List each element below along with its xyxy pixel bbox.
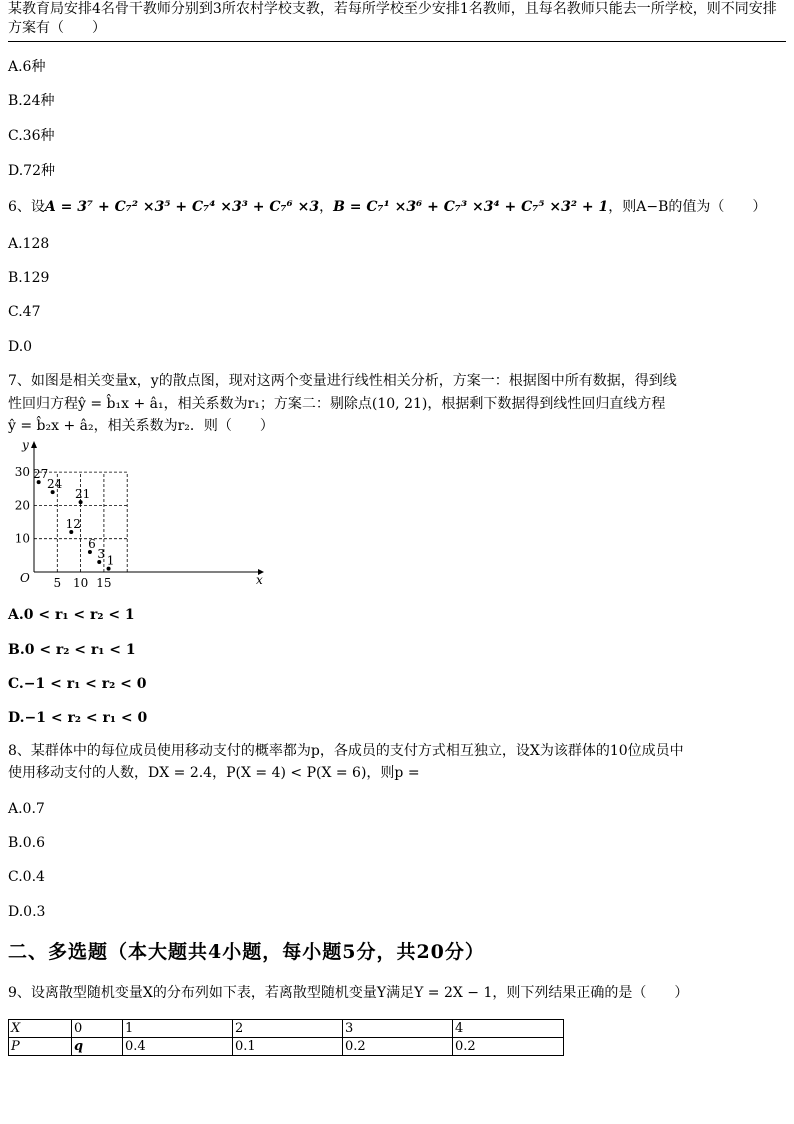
table-cell: 0.2 <box>343 1038 453 1056</box>
header-rule <box>8 41 786 42</box>
q7-line1: 7、如图是相关变量x，y的散点图，现对这两个变量进行线性相关分析，方案一：根据图中所有数据，得到线 <box>8 373 677 389</box>
q6-option-c[interactable]: C.47 <box>8 304 41 320</box>
y-tick-label: 20 <box>14 498 30 513</box>
table-cell: 4 <box>453 1020 564 1038</box>
q7-option-a[interactable]: A.0 < r₁ < r₂ < 1 <box>8 607 135 623</box>
q6-option-d[interactable]: D.0 <box>8 339 33 355</box>
x-tick-label: 10 <box>72 576 89 590</box>
exam-page <box>8 0 786 1054</box>
q6-option-b[interactable]: B.129 <box>8 270 50 286</box>
q7-option-b[interactable]: B.0 < r₂ < r₁ < 1 <box>8 642 136 658</box>
point-label: 3 <box>97 547 106 562</box>
table-cell: P <box>9 1038 72 1056</box>
table-cell: X <box>9 1020 72 1038</box>
q8-line1: 8、某群体中的每位成员使用移动支付的概率都为p，各成员的支付方式相互独立，设X为该群体的10位成员中 <box>8 743 684 759</box>
q5-option-b[interactable]: B.24种 <box>8 93 55 109</box>
table-cell: 3 <box>343 1020 453 1038</box>
table-cell: 0.2 <box>453 1038 564 1056</box>
q6-stem: 6、设A = 3⁷ + C₇² ×3⁵ + C₇⁴ ×3³ + C₇⁶ ×3，B = C₇¹ ×3⁶ + C₇³ ×3⁴ + C₇⁵ ×3² + 1，则A−B的值为（ ） <box>8 199 767 215</box>
y-tick-label: 30 <box>14 465 30 480</box>
y-axis-label: y <box>22 438 29 452</box>
q8-option-d[interactable]: D.0.3 <box>8 904 46 920</box>
q6-expr-b: B = C₇¹ ×3⁶ + C₇³ ×3⁴ + C₇⁵ ×3² + 1 <box>333 199 609 215</box>
point-label: 1 <box>106 553 115 568</box>
q5-stem: 某教育局安排4名骨干教师分别到3所农村学校支教，若每所学校至少安排1名教师，且每名教师只能去一所学校，则不同安排方案有（ ） <box>8 1 777 36</box>
table-row-header <box>9 1020 564 1038</box>
section-heading: 二、多选题（本大题共4小题，每小题5分，共20分） <box>8 941 485 963</box>
table-row-prob <box>9 1038 564 1056</box>
distribution-table <box>8 1019 564 1056</box>
q5-option-c[interactable]: C.36种 <box>8 128 55 144</box>
q7-option-d[interactable]: D.−1 < r₂ < r₁ < 0 <box>8 710 148 726</box>
q5-option-a[interactable]: A.6种 <box>8 59 46 75</box>
q6-option-a[interactable]: A.128 <box>8 236 50 252</box>
point-label: 21 <box>74 487 91 502</box>
point-label: 24 <box>46 477 63 492</box>
table-cell: q <box>72 1038 123 1056</box>
x-axis-label: x <box>256 573 263 587</box>
table-cell: 0.4 <box>123 1038 233 1056</box>
y-tick-label: 10 <box>14 531 30 546</box>
x-tick-label: 5 <box>53 576 62 590</box>
q5-option-d[interactable]: D.72种 <box>8 163 55 179</box>
q6-expr-a: A = 3⁷ + C₇² ×3⁵ + C₇⁴ ×3³ + C₇⁶ ×3 <box>44 199 320 215</box>
table-cell: 0 <box>72 1020 123 1038</box>
table-cell: 1 <box>123 1020 233 1038</box>
q8-option-b[interactable]: B.0.6 <box>8 835 46 851</box>
point-label: 27 <box>33 467 49 482</box>
scatter-plot <box>8 438 270 590</box>
point-label: 12 <box>65 517 81 532</box>
q9-stem: 9、设离散型随机变量X的分布列如下表，若离散型随机变量Y满足Y = 2X − 1，则下列结果正确的是（ ） <box>8 985 689 1001</box>
q7-line3: ŷ = b̂₂x + â₂，相关系数为r₂．则（ ） <box>8 418 274 434</box>
q6-suffix: ，则A−B的值为（ ） <box>608 199 767 215</box>
x-tick-label: 15 <box>96 576 112 590</box>
q7-line2: 性回归方程ŷ = b̂₁x + â₁，相关系数为r₁；方案二：剔除点(10, 21)，根据剩下数据得到线性回归直线方程 <box>8 396 666 412</box>
q8-line2: 使用移动支付的人数，DX = 2.4，P(X = 4) < P(X = 6)，则p = <box>8 765 420 781</box>
q7-option-c[interactable]: C.−1 < r₁ < r₂ < 0 <box>8 676 147 692</box>
y-axis-arrow <box>31 441 37 448</box>
q6-prefix: 6、设 <box>8 199 45 215</box>
q8-option-c[interactable]: C.0.4 <box>8 869 45 885</box>
table-cell: 0.1 <box>233 1038 343 1056</box>
point-label: 6 <box>88 537 96 552</box>
q8-option-a[interactable]: A.0.7 <box>8 801 45 817</box>
origin-label: O <box>20 571 30 585</box>
table-cell: 2 <box>233 1020 343 1038</box>
